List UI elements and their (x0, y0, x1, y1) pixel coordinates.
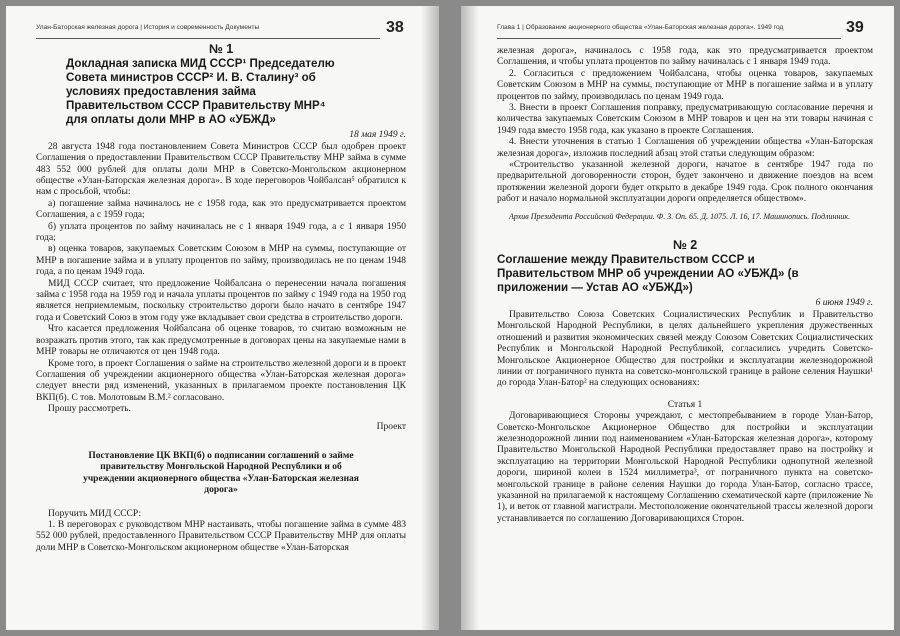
paragraph: б) уплата процентов по займу начиналась не с 1 января 1949 года, а с 1 января 1950 года; (36, 221, 406, 244)
spine-shadow (421, 6, 439, 630)
paragraph: Поручить МИД СССР: (48, 508, 142, 519)
right-column (497, 46, 873, 525)
paragraph: Кроме того, в проект Соглашения о займе на строительство железной дороги и в проект Соглашения об учреждении акционерного общества «Улан-Баторская железная дорога» следует внести ряд изменений, указанных в прилагаемом проекте постановления ЦК ВКП(б). С тов. Молотовым В.М.² согласовано. (36, 358, 406, 403)
paragraph: «Строительство указанной железной дороги, начатое в сентябре 1947 года по предварительной договоренности сторон, будет закончено и движение поездов на всем протяжении железной дороги будет открыто в декабре 1949 года. Срок полного окончания работ и начало нормальной эксплуатации дороги определяется обществом». (497, 160, 873, 205)
doc-title-2: Соглашение между Правительством СССР и Правительством МНР об учреждении АО «УБЖД» (в приложении — Устав АО «УБЖД») (497, 253, 799, 294)
header-rule-right (497, 38, 841, 39)
paragraph: 2. Согласиться с предложением Чойбалсана, чтобы оценка товаров, закупаемых Советским Союзом в МНР на суммы, поступающие от МНР в погашение займа и в уплату процентов по займу, производилась по ценам 1949 года. (497, 68, 873, 102)
page-number-right: 39 (846, 19, 864, 36)
paragraph: Что касается предложения Чойбалсана об оценке товаров, то считаю возможным не возражать против этого, так как предусмотренные в договорах цены на закупаемые нами в МНР товары не отличаются от цен 1948 года. (36, 324, 406, 358)
paragraph: Прошу рассмотреть. (48, 404, 131, 415)
paragraph: 1. В переговорах с руководством МНР настаивать, чтобы погашение займа в сумме 483 552 000 рублей, предоставленного Правительством СССР Правительству МНР для оплаты доли МНР в Советско-Монгольском акционерном обществе «Улан-Баторская (36, 519, 406, 553)
header-rule-left (36, 38, 380, 39)
spine-shadow (461, 6, 479, 630)
archive-reference: Архив Президента Российской Федерации. Ф. 3. Оп. 65. Д. 1075. Л. 16, 17. Машинопись. Подлинник. (509, 211, 851, 221)
doc-number-1: № 1 (208, 42, 234, 56)
article-heading: Статья 1 (667, 399, 703, 410)
doc-date-2: 6 июня 1949 г. (815, 298, 873, 309)
paragraph: Договаривающиеся Стороны учреждают, с местопребыванием в городе Улан-Батор, Советско-Монгольское Акционерное Общество для постройки и эксплуатации железнодорожной линии под наименованием «Улан-Баторская железная дорога», которому Правительство Монгольской Народной Республики предоставляет право на постройку и эксплуатацию на территории Монгольской Народной Республики однопутной железной дороги, шириной колеи в 1524 миллиметра³, от пограничного пункта на советско-монгольской границе в районе селения Наушки до города Улан-Батор, согласно трассе, указанной на прилагаемой к настоящему Соглашению схематической карте (приложение № 1), и веток от главной магистрали. Местоположение окончательной трассы железной дороги устанавливается по соглашению Договаривающихся Сторон. (497, 411, 873, 524)
paragraph: 28 августа 1948 года постановлением Совета Министров СССР был одобрен проект Соглашения о предоставлении Правительством СССР Правительству МНР займа в сумме 483 552 000 рублей для оплаты доли МНР в Советско-Монгольском акционерном обществе «Улан-Баторская железная дорога». В ходе переговоров Чойбалсан⁵ обратился к нам с просьбой, чтобы: (36, 141, 406, 198)
resolution-title: Постановление ЦК ВКП(б) о подписании соглашений о займе правительству Монгольской Народной Республики и об учреждении акционерного общества «Улан-Баторская железная дорога» (83, 450, 359, 496)
paragraph: а) погашение займа начиналось не с 1958 года, как это предусматривается проектом Соглашения, а с 1959 года; (36, 198, 406, 221)
paragraph: МИД СССР считает, что предложение Чойбалсана о перенесении начала погашения займа с 1958 года на 1959 год и начала уплаты процентов по займу с 1949 года на 1950 год является неприемлемым, поскольку строительство дороги было начато в сентябре 1947 года и Советский Союз в этом году уже вкладывает свои средства в строительство дороги. (36, 278, 406, 323)
doc-title-1: Докладная записка МИД СССР¹ Председателю Совета министров СССР² И. В. Сталину³ об условиях предоставления займа Правительством СССР Правительству МНР⁴ для оплаты доли МНР в АО «УБЖД» (66, 57, 335, 126)
page-number-left: 38 (386, 19, 404, 36)
left-column (36, 44, 406, 554)
left-page (6, 6, 439, 630)
doc-number-2: № 2 (672, 237, 698, 252)
paragraph: 3. Внести в проект Соглашения поправку, предусматривающую согласование перечня и количества закупаемых Советским Союзом в МНР товаров и цен на эти товары начиная с 1949 года вместо 1958 года, как указано в проекте Соглашения. (497, 103, 873, 136)
paragraph: Правительство Союза Советских Социалистических Республик и Правительство Монгольской Народной Республики, в целях дальнейшего укрепления дружественных отношений и развития экономических связей между Союзом Советских Социалистических Республик и Монгольской Народной Республикой, согласились учредить Советско-Монгольское Акционерное Общество для постройки и эксплуатации железнодорожной линии от пограничного пункта на советско-монгольской границе в районе селения Наушки¹ до города Улан-Батор² на следующих основаниях: (497, 309, 873, 389)
signature: Проект (376, 421, 406, 432)
right-page (461, 6, 894, 630)
paragraph: 4. Внести уточнения в статью 1 Соглашения об учреждении общества «Улан-Баторская железная дорога», изложив последний абзац этой статьи следующим образом: (497, 137, 873, 159)
paragraph: в) оценка товаров, закупаемых Советским Союзом в МНР на суммы, поступающие от МНР в погашение займа и в уплату процентов по займу, производилась не по ценам 1948 года, а по ценам 1949 года. (36, 244, 406, 278)
paragraph: железная дорога», начиналось с 1958 года, как это предусматривается проектом Соглашения, и чтобы уплата процентов по займу начиналась с 1 января 1949 года. (497, 46, 873, 68)
doc-date-1: 18 мая 1949 г. (349, 130, 406, 141)
running-header-left: Улан-Баторская железная дорога | История и современность Документы (36, 24, 260, 31)
running-header-right: Глава 1 | Образование акционерного общества «Улан-Баторская железная дорога». 1949 год (497, 24, 784, 31)
